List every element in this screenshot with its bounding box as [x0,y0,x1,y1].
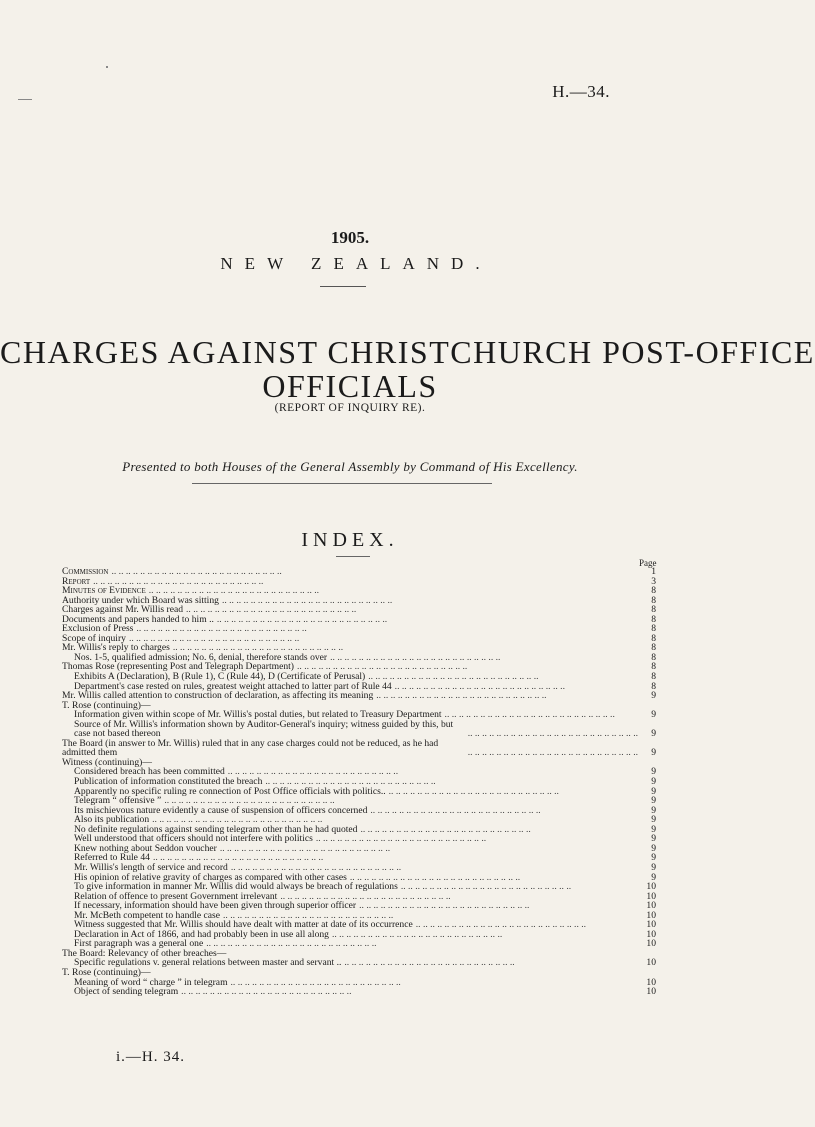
index-entry-page: 8 [651,594,656,606]
presentation-statement: Presented to both Houses of the General Assembly by Command of His Excellency. [122,459,578,474]
leader-dots: .. .. .. .. .. .. .. .. .. .. .. .. .. .. .. .. .. .. .. .. .. .. .. .. [230,976,401,988]
leader-dots: .. .. .. .. .. .. .. .. .. .. .. .. .. .. .. .. .. .. .. .. .. .. .. .. [172,642,344,654]
index-entry-page: 10 [646,919,656,931]
leader-dots: .. .. .. .. .. .. .. .. .. .. .. .. .. .. .. .. .. .. .. .. .. .. .. .. [400,881,572,893]
leader-dots: .. .. .. .. .. .. .. .. .. .. .. .. .. .. .. .. .. .. .. .. .. .. .. .. [93,575,264,587]
leader-dots: .. .. .. .. .. .. .. .. .. .. .. .. .. .. .. .. .. .. .. .. .. .. .. .. [152,814,323,826]
index-entry-text: T. Rose (continuing)— [62,966,151,978]
index-entry-text: Knew nothing about Seddon voucher [74,842,217,854]
leader-dots: .. .. .. .. .. .. .. .. .. .. .. .. .. .. .. .. .. .. .. .. .. .. .. .. [230,861,402,873]
leader-dots: .. .. .. .. .. .. .. .. .. .. .. .. .. .. .. .. .. .. .. .. .. .. .. .. [227,766,399,778]
index-entry-text: Also its publication [74,814,150,826]
index-entry-text: Relation of offence to present Government irrelevant [74,890,278,902]
leader-dots: .. .. .. .. .. .. .. .. .. .. .. .. .. .. .. .. .. .. .. .. .. .. .. .. [370,804,541,816]
index-entry-page: 9 [651,833,656,845]
index-entry-page: 9 [651,776,656,788]
index-entry-text: Apparently no specific ruling re connection of Post Office officials with politics.. [74,785,386,797]
index-entry-page: 9 [651,804,656,816]
index-entry-text: Mr. Willis's reply to charges [62,642,170,654]
leader-dots: .. .. .. .. .. .. .. .. .. .. .. .. .. .. .. .. .. .. .. .. .. .. .. .. [206,938,377,950]
index-entry-page: 3 [651,575,656,587]
leader-dots: .. .. .. .. .. .. .. .. .. .. .. .. .. .. .. .. .. .. .. .. .. .. .. .. [359,900,530,912]
index-entry-page: 8 [651,680,656,692]
index-entry-text: Witness suggested that Mr. Willis should have dealt with matter at date of its occurrence [74,919,413,931]
index-entry-page: 10 [646,890,656,902]
index-entry-text: Object of sending telegram [74,986,179,998]
index-entry-page: 10 [646,938,656,950]
index-entry [62,958,656,968]
index-entry-page: 9 [651,852,656,864]
index-entry-text: Telegram “ offensive ” [74,795,162,807]
leader-dots: .. .. .. .. .. .. .. .. .. .. .. .. .. .. .. .. .. .. .. .. .. .. .. .. [136,623,307,635]
leader-dots: .. .. .. .. .. .. .. .. .. .. .. .. .. .. .. .. .. .. .. .. .. .. .. .. [467,747,638,759]
index-entry-page: 10 [646,928,656,940]
leader-dots: .. .. .. .. .. .. .. .. .. .. .. .. .. .. .. .. .. .. .. .. .. .. .. .. [164,795,335,807]
leader-dots: .. .. .. .. .. .. .. .. .. .. .. .. .. .. .. .. .. .. .. .. .. .. .. .. [223,909,394,921]
leader-dots: .. .. .. .. .. .. .. .. .. .. .. .. .. .. .. .. .. .. .. .. .. .. .. .. [349,871,521,883]
index-entry-text: Scope of inquiry [62,632,126,644]
leader-dots: .. .. .. .. .. .. .. .. .. .. .. .. .. .. .. .. .. .. .. .. .. .. .. .. [280,890,451,902]
leader-dots: .. .. .. .. .. .. .. .. .. .. .. .. .. .. .. .. .. .. .. .. .. .. .. .. [467,728,638,740]
leader-dots: .. .. .. .. .. .. .. .. .. .. .. .. .. .. .. .. .. .. .. .. .. .. .. .. [331,928,503,940]
index-entry-text: Exhibits A (Declaration), B (Rule 1), C (Rule 44), D (Certificate of Perusal) [74,671,366,683]
index-entry-text: Information given within scope of Mr. Willis's postal duties, but related to Treasury Department [74,709,442,721]
leader-dots: .. .. .. .. .. .. .. .. .. .. .. .. .. .. .. .. .. .. .. .. .. .. .. .. [394,680,565,692]
index-entry-text: No definite regulations against sending telegram other than he had quoted [74,823,358,835]
index-entry-page: 9 [651,842,656,854]
index-entry-text: Thomas Rose (representing Post and Telegraph Department) [62,661,295,673]
ink-speck [106,66,108,68]
index-entry-text: To give information in manner Mr. Willis did would always be breach of regulations [74,881,398,893]
index-entry-text: Witness (continuing)— [62,756,152,768]
index-entry-text: Its mischievous nature evidently a cause of suspension of officers concerned [74,804,368,816]
leader-dots: .. .. .. .. .. .. .. .. .. .. .. .. .. .. .. .. .. .. .. .. .. .. .. .. [128,632,300,644]
leader-dots: .. .. .. .. .. .. .. .. .. .. .. .. .. .. .. .. .. .. .. .. .. .. .. .. [186,604,357,616]
index-entry [62,806,656,816]
index-entry-page: 9 [651,814,656,826]
index-entry [62,844,656,854]
index-entry-page: 8 [651,671,656,683]
index-entry-page: 9 [651,728,656,740]
index-entry-text: His opinion of relative gravity of charges as compared with other cases [74,871,347,883]
year: 1905. [330,228,370,247]
document-title-line-1: CHARGES AGAINST CHRISTCHURCH POST-OFFICE [0,334,815,370]
index-entry-text: First paragraph was a general one [74,938,204,950]
index-entry-text: Declaration in Act of 1866, and had probably been in use all along [74,928,329,940]
index-entry-page: 8 [651,651,656,663]
leader-dots: .. .. .. .. .. .. .. .. .. .. .. .. .. .. .. .. .. .. .. .. .. .. .. .. [111,566,282,577]
index-entry-text: Minutes of Evidence [62,585,146,597]
index-entry-page: 9 [651,823,656,835]
index-entry-page: 9 [651,766,656,778]
index-entry-text: Nos. 1-5, qualified admission; No. 6, denial, therefore stands over [74,651,328,663]
divider [192,483,492,484]
country-name: NEW ZEALAND. [220,254,492,273]
leader-dots: .. .. .. .. .. .. .. .. .. .. .. .. .. .. .. .. .. .. .. .. .. .. .. .. [344,957,515,969]
leader-dots: .. .. .. .. .. .. .. .. .. .. .. .. .. .. .. .. .. .. .. .. .. .. .. .. [219,842,391,854]
footer-mark: i.—H. 34. [116,1049,185,1065]
index-entry-text: Meaning of word “ charge ” in telegram [74,976,228,988]
index-entry-page: 10 [646,976,656,988]
index-entry-text: Commission [62,566,109,577]
index-entry-page: 10 [646,900,656,912]
leader-dots: .. .. .. .. .. .. .. .. .. .. .. .. .. .. .. .. .. .. .. .. .. .. .. .. [216,613,388,625]
index-list [62,567,656,997]
index-entry-text: Well understood that officers should not interfere with politics [74,833,313,845]
index-entry-text: Charges against Mr. Willis read [62,604,184,616]
divider [336,556,370,557]
index-entry-text: Authority under which Board was sitting [62,594,219,606]
leader-dots: .. .. .. .. .. .. .. .. .. .. .. .. .. .. .. .. .. .. .. .. .. .. .. .. [330,651,501,663]
index-entry-page: 9 [651,785,656,797]
index-entry-page: 8 [651,613,656,625]
leader-dots: .. .. .. .. .. .. .. .. .. .. .. .. .. .. .. .. .. .. .. .. .. .. .. .. [360,823,531,835]
index-entry [62,987,656,997]
index-entry-page: 8 [651,642,656,654]
index-entry-page: 8 [651,661,656,673]
index-entry-text: Report [62,575,91,587]
index-entry-page: 9 [651,747,656,759]
leader-dots: .. .. .. .. .. .. .. .. .. .. .. .. .. .. .. .. .. .. .. .. .. .. .. .. [315,833,487,845]
divider [320,286,366,287]
index-entry-text: Mr. Willis's length of service and record [74,861,228,873]
index-entry-page: 8 [651,623,656,635]
document-reference: H.—34. [552,82,610,101]
index-entry-page: 8 [651,585,656,597]
index-entry-page: 8 [651,632,656,644]
index-entry-page: 8 [651,604,656,616]
page-column-label: Page [639,558,657,568]
ink-speck [18,99,32,100]
index-entry-text: Department's case rested on rules, greatest weight attached to latter part of Rule 44 [74,680,392,692]
index-entry-text: Source of Mr. Willis's information shown by Auditor-General's inquiry; witness guided by this, but case not based thereon [74,718,454,740]
leader-dots: .. .. .. .. .. .. .. .. .. .. .. .. .. .. .. .. .. .. .. .. .. .. .. .. [376,690,547,702]
index-entry-text: Exclusion of Press [62,623,134,635]
document-subtitle: (REPORT OF INQUIRY RE). [274,402,426,414]
leader-dots: .. .. .. .. .. .. .. .. .. .. .. .. .. .. .. .. .. .. .. .. .. .. .. .. [297,661,468,673]
index-entry-text: The Board: Relevancy of other breaches— [62,947,227,959]
leader-dots: .. .. .. .. .. .. .. .. .. .. .. .. .. .. .. .. .. .. .. .. .. .. .. .. [148,585,320,597]
index-entry-text: Mr. McBeth competent to handle case [74,909,220,921]
index-entry-page: 9 [651,795,656,807]
leader-dots: .. .. .. .. .. .. .. .. .. .. .. .. .. .. .. .. .. .. .. .. .. .. .. .. [221,594,393,606]
index-entry-page: 10 [646,957,656,969]
index-entry-text: Documents and papers handed to him .. [62,613,214,625]
index-heading: INDEX. [301,529,399,551]
index-entry-text: Referred to Rule 44 [74,852,150,864]
index-entry-text: T. Rose (continuing)— [62,699,151,711]
index-entry-text: The Board (in answer to Mr. Willis) ruled that in any case charges could not be reduced, as he had admitted them [62,737,439,759]
index-entry-page: 10 [646,909,656,921]
leader-dots: .. .. .. .. .. .. .. .. .. .. .. .. .. .. .. .. .. .. .. .. .. .. .. .. [265,776,436,788]
index-entry [62,720,656,739]
document-title-line-2: OFFICIALS [262,368,438,404]
index-entry-text: Considered breach has been committed [74,766,225,778]
index-entry-page: 9 [651,871,656,883]
index-entry [62,739,656,758]
index-entry-text: Specific regulations v. general relations between master and servant .. [74,957,342,969]
index-entry-text: Mr. Willis called attention to construction of declaration, as affecting its meaning [62,690,374,702]
leader-dots: .. .. .. .. .. .. .. .. .. .. .. .. .. .. .. .. .. .. .. .. .. .. .. .. [181,986,352,998]
index-entry-page: 1 [651,566,656,577]
index-entry-page: 9 [651,709,656,721]
index-entry-page: 10 [646,881,656,893]
index-entry-text: If necessary, information should have been given through superior officer [74,900,357,912]
index-entry-page: 10 [646,986,656,998]
leader-dots: .. .. .. .. .. .. .. .. .. .. .. .. .. .. .. .. .. .. .. .. .. .. .. .. [444,709,615,721]
index-entry-page: 9 [651,690,656,702]
index-entry [62,691,656,701]
index-entry-page: 9 [651,861,656,873]
leader-dots: .. .. .. .. .. .. .. .. .. .. .. .. .. .. .. .. .. .. .. .. .. .. .. .. [152,852,324,864]
leader-dots: .. .. .. .. .. .. .. .. .. .. .. .. .. .. .. .. .. .. .. .. .. .. .. .. [415,919,587,931]
leader-dots: .. .. .. .. .. .. .. .. .. .. .. .. .. .. .. .. .. .. .. .. .. .. .. .. [388,785,559,797]
leader-dots: .. .. .. .. .. .. .. .. .. .. .. .. .. .. .. .. .. .. .. .. .. .. .. .. [368,671,539,683]
index-entry-text: Publication of information constituted the breach [74,776,263,788]
